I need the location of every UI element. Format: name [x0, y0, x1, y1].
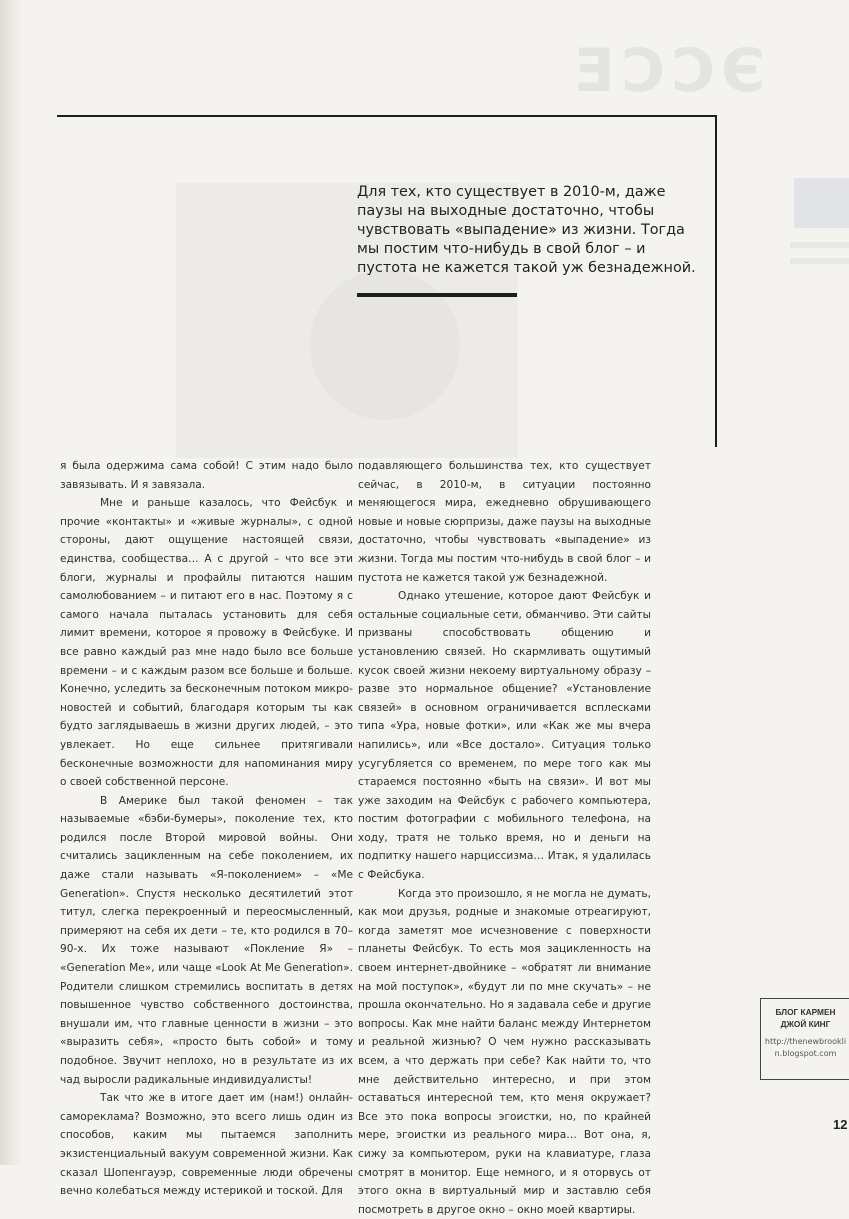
- article-column-right: [358, 457, 651, 1219]
- paragraph: В Америке был такой феномен – так называемые «бэби-бумеры», поколение тех, кто родился после Второй мировой войны. Они считались зацикленным на себе поколением, их даже стали называть «Я-поколением» – «Me Generation». Спустя несколько десятилетий этот титул, слегка перекроенный и переосмысленный, примеряют на себя их дети – те, кто родился в 70–90-х. Их тоже называют «Покление Я» – «Generation Me», или чаще «Look At Me Generation». Родители слишком стремились воспитать в детях повышенное чувство собственного достоинства, внушали им, что главные ценности в жизни – это «выразить себя», «просто быть собой» и тому подобное. Звучит неплохо, но в результате из их чад выросли радикальные индивидуалисты!: [60, 794, 353, 1086]
- side-tab-showthrough: [794, 178, 849, 228]
- side-text-showthrough: [790, 258, 849, 264]
- blog-info-box: [760, 998, 849, 1080]
- paragraph: подавляющего большинства тех, кто существует сейчас, в 2010-м, в ситуации постоянно меняющегося мира, ежедневно обрушивающего новые и новые сюрпризы, даже паузы на выходные достаточно, чтобы чувствовать «выпадение» из жизни. Тогда мы постим что-нибудь в свой блог – и пустота не кажется такой уж безнадежной.: [358, 460, 651, 584]
- page-number: 12: [833, 1117, 848, 1132]
- blog-url: http://thenewbrooklin.blogspot.com: [764, 1037, 847, 1058]
- blog-title: БЛОГ КАРМЕН ДЖОЙ КИНГ: [775, 1007, 836, 1029]
- paragraph: Когда это произошло, я не могла не думать, как мои друзья, родные и знакомые отреагируют, когда заметят мое исчезновение с поверхности планеты Фейсбук. То есть моя зацикленность на своем интернет-двойнике – «обратят ли внимание на мой поступок», «будут ли по мне скучать» – не прошла окончательно. Но я задавала себе и другие вопросы. Как мне найти баланс между Интернетом и реальной жизнью? О чем нужно рассказывать всем, а что держать при себе? Как найти то, что мне действительно интересно, и при этом оставаться интересной тем, кто меня окружает? Все это пока вопросы эгоистки, но, по крайней мере, эгоистки из реального мира… Вот она, я, сижу за компьютером, руки на клавиатуре, глаза смотрят в монитор. Еще немного, и я оторвусь от этого окна в виртуальный мир и заставлю себя посмотреть в другое окно – окно моей квартиры.: [358, 887, 651, 1216]
- paragraph: я была одержима сама собой! С этим надо было завязывать. И я завязала.: [60, 460, 353, 491]
- pull-quote: Для тех, кто существует в 2010-м, даже паузы на выходные достаточно, чтобы чувствовать «выпадение» из жизни. Тогда мы постим что-нибудь в свой блог – и пустота не кажется такой уж безнадежной.: [357, 184, 696, 276]
- section-label: ЭССЕ: [568, 36, 766, 106]
- frame-right-rule: [715, 115, 717, 447]
- frame-top-rule: [57, 115, 717, 117]
- paragraph: Так что же в итоге дает им (нам!) онлайн-самореклама? Возможно, это всего лишь один из способов, каким мы пытаемся заполнить экзистенциальный вакуум современной жизни. Как сказал Шопенгауэр, современные люди обречены вечно колебаться между истерикой и тоской. Для: [60, 1092, 353, 1198]
- paragraph: Мне и раньше казалось, что Фейсбук и прочие «контакты» и «живые журналы», с одной стороны, дают ощущение настоящей связи, единства, сообщества… А с другой – что все эти блоги, журналы и профайлы питаются нашим самолюбованием – и питают его в нас. Поэтому я с самого начала пыталась установить для себя лимит времени, которое я провожу в Фейсбуке. И все равно каждый раз мне надо было все больше времени – и с каждым разом все больше и больше. Конечно, уследить за бесконечным потоком микро-новостей и событий, благодаря которым ты как будто заглядываешь в жизни других людей, – это увлекает. Но еще сильнее притягивали бесконечные возможности для напоминания миру о своей собственной персоне.: [60, 497, 353, 789]
- paragraph: Однако утешение, которое дают Фейсбук и остальные социальные сети, обманчиво. Эти сайты призваны способствовать общению и установлению связей. Но скармливать ощутимый кусок своей жизни некоему виртуальному образу – разве это нормальное общение? «Установление связей» в основном ограничивается всплесками типа «Ура, новые фотки», или «Как же мы вчера напились», или «Все достало». Ситуация только усугубляется со временем, по мере того как мы стараемся постоянно «быть на связи». И вот мы уже заходим на Фейсбук с рабочего компьютера, постим фотографии с мобильного телефона, на ходу, тратя не только время, но и деньги на подпитку нашего нарциссизма… Итак, я удалилась с Фейсбука.: [358, 590, 651, 882]
- pull-quote-rule: [357, 293, 517, 297]
- article-column-left: [60, 457, 353, 1201]
- side-text-showthrough: [790, 242, 849, 248]
- scan-edge-shadow: [0, 0, 22, 1165]
